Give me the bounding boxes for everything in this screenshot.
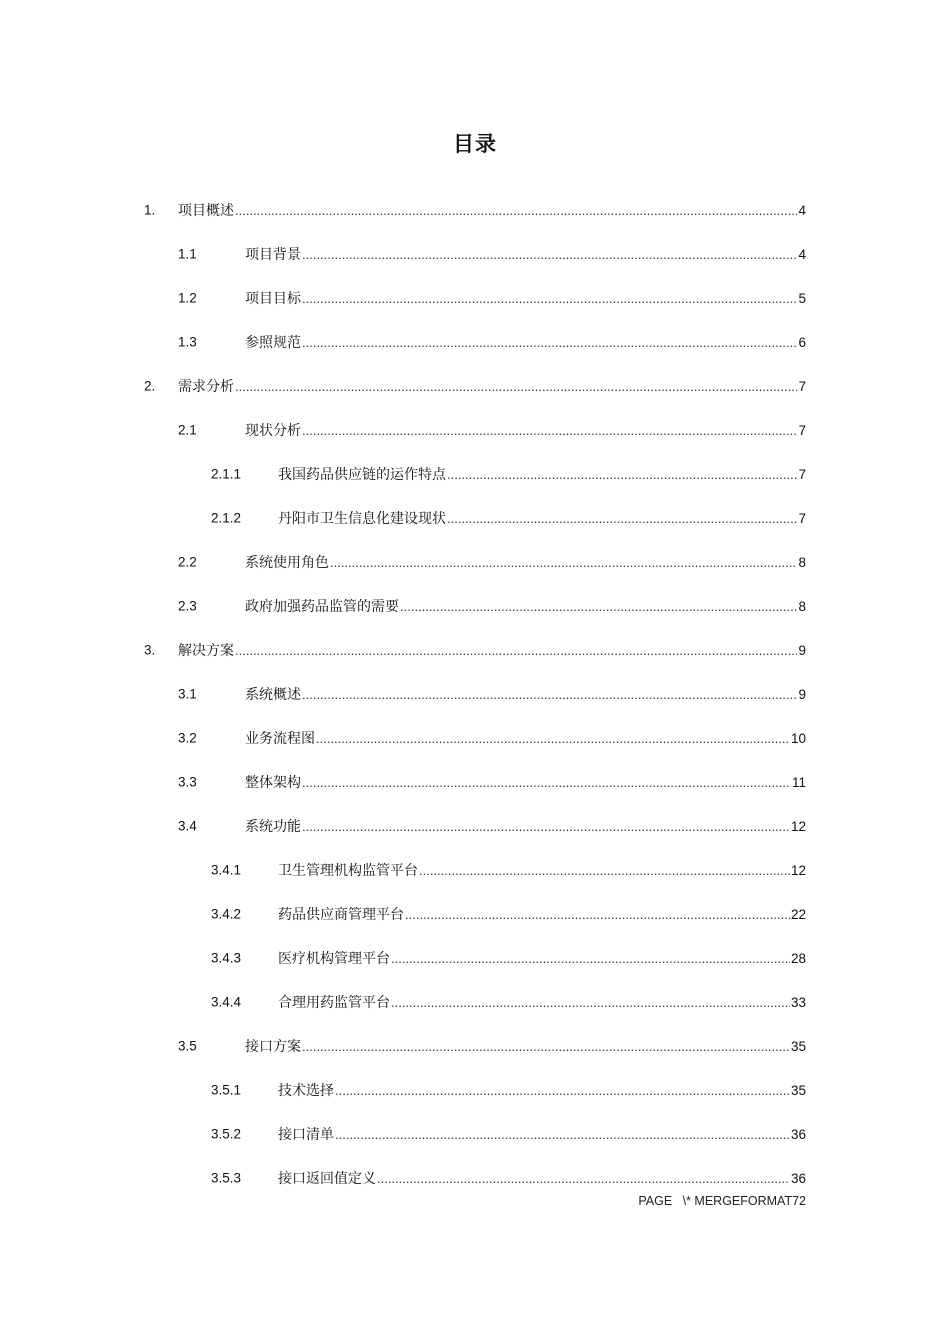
toc-entry[interactable] [0,232,950,276]
toc-entry-number: 3.4.3 [211,950,242,966]
toc-entry-number: 2. [144,378,156,394]
toc-entry-title[interactable]: 合理用药监管平台 [278,995,390,1011]
toc-entry[interactable] [0,892,950,936]
toc-entry-title[interactable]: 业务流程图 [245,731,315,747]
toc-entry-body [245,332,806,352]
toc-entry-number: 1.3 [178,334,197,350]
toc-entry-body [278,1168,806,1188]
toc-entry-number: 3.5.3 [211,1170,242,1186]
toc-entry[interactable] [0,496,950,540]
toc-entry-number: 2.1 [178,422,197,438]
toc-entry-title[interactable]: 系统使用角色 [245,555,329,571]
toc-entry-body [245,288,806,308]
toc-entry-title[interactable]: 系统概述 [245,687,301,703]
toc-entry-number: 3.2 [178,730,197,746]
toc-entry-number: 3.5 [178,1038,197,1054]
toc-entry-body [245,816,806,836]
toc-entry-body [178,200,806,220]
toc-dot-leader [302,335,797,350]
toc-entry-page-number: 8 [798,555,806,570]
toc-dot-leader [419,863,790,878]
toc-entry-title[interactable]: 项目目标 [245,291,301,307]
toc-dot-leader [335,1083,790,1098]
toc-entry-title[interactable]: 丹阳市卫生信息化建设现状 [278,511,446,527]
toc-entry-title[interactable]: 医疗机构管理平台 [278,951,390,967]
toc-dot-leader [302,819,790,834]
toc-entry-number: 3.4.4 [211,994,242,1010]
toc-entry-page-number: 7 [798,467,806,482]
toc-entry[interactable] [0,848,950,892]
toc-entry-body [278,992,806,1012]
toc-entry[interactable] [0,936,950,980]
toc-entry[interactable] [0,980,950,1024]
toc-dot-leader [302,687,797,702]
toc-entry[interactable] [0,276,950,320]
toc-entry[interactable] [0,760,950,804]
toc-entry-body [245,596,806,616]
toc-entry-number: 3.4 [178,818,197,834]
toc-dot-leader [302,291,797,306]
toc-entry-number: 2.1.1 [211,466,242,482]
toc-entry-page-number: 8 [798,599,806,614]
toc-entry-number: 1.2 [178,290,197,306]
toc-entry[interactable] [0,1112,950,1156]
toc-entry-page-number: 4 [798,247,806,262]
toc-entry[interactable] [0,188,950,232]
toc-entry-body [278,904,806,924]
toc-entry-body [278,1080,806,1100]
toc-entry[interactable] [0,584,950,628]
toc-dot-leader [302,1039,790,1054]
toc-entry[interactable] [0,408,950,452]
toc-entry-body [178,640,806,660]
toc-entry-title[interactable]: 卫生管理机构监管平台 [278,863,418,879]
toc-entry[interactable] [0,452,950,496]
toc-entry-body [278,508,806,528]
toc-entry-title[interactable]: 政府加强药品监管的需要 [245,599,399,615]
toc-entry-title[interactable]: 需求分析 [178,379,234,395]
toc-entry-body [278,464,806,484]
toc-entry-page-number: 7 [798,511,806,526]
toc-entry-number: 3. [144,642,156,658]
toc-entry[interactable] [0,628,950,672]
toc-entry-number: 2.2 [178,554,197,570]
toc-entry-title[interactable]: 药品供应商管理平台 [278,907,404,923]
toc-entry[interactable] [0,320,950,364]
toc-entry-page-number: 36 [790,1127,806,1142]
toc-entry-page-number: 7 [798,423,806,438]
toc-entry-title[interactable]: 参照规范 [245,335,301,351]
toc-dot-leader [335,1127,790,1142]
toc-entry-title[interactable]: 现状分析 [245,423,301,439]
toc-entry[interactable] [0,672,950,716]
toc-dot-leader [447,467,797,482]
toc-entry-page-number: 36 [790,1171,806,1186]
toc-entry-body [245,244,806,264]
toc-entry[interactable] [0,716,950,760]
toc-entry-body [278,948,806,968]
toc-entry-title[interactable]: 接口方案 [245,1039,301,1055]
toc-entry-body [245,728,806,748]
toc-entry-page-number: 5 [798,291,806,306]
toc-entry-number: 1.1 [178,246,197,262]
toc-entry-body [245,552,806,572]
toc-list [0,188,950,1200]
toc-dot-leader [235,643,797,658]
toc-entry-page-number: 10 [790,731,806,746]
toc-entry-body [278,860,806,880]
toc-entry-title[interactable]: 项目概述 [178,203,234,219]
toc-dot-leader [302,247,797,262]
toc-entry-page-number: 9 [798,643,806,658]
toc-entry-body [178,376,806,396]
toc-dot-leader [235,379,797,394]
toc-entry-body [245,772,806,792]
toc-dot-leader [330,555,797,570]
toc-entry[interactable] [0,1156,950,1200]
toc-entry-page-number: 4 [798,203,806,218]
toc-entry-page-number: 6 [798,335,806,350]
toc-entry-title[interactable]: 解决方案 [178,643,234,659]
toc-entry-number: 3.4.2 [211,906,242,922]
toc-entry-body [245,684,806,704]
toc-entry-number: 3.1 [178,686,197,702]
toc-entry[interactable] [0,364,950,408]
toc-entry-page-number: 28 [790,951,806,966]
toc-entry-body [278,1124,806,1144]
toc-entry-number: 2.1.2 [211,510,242,526]
toc-dot-leader [447,511,797,526]
toc-entry-number: 3.3 [178,774,197,790]
toc-entry-number: 3.5.2 [211,1126,242,1142]
toc-entry-title[interactable]: 系统功能 [245,819,301,835]
toc-entry-page-number: 7 [798,379,806,394]
toc-entry-title[interactable]: 整体架构 [245,775,301,791]
toc-entry-page-number: 12 [790,819,806,834]
toc-entry-title[interactable]: 技术选择 [278,1083,334,1099]
toc-dot-leader [391,995,790,1010]
toc-entry-number: 3.4.1 [211,862,242,878]
toc-dot-leader [316,731,790,746]
toc-entry-number: 1. [144,202,156,218]
toc-title: 目录 [453,132,497,156]
toc-dot-leader [302,423,797,438]
toc-entry-page-number: 11 [791,775,806,790]
toc-entry[interactable] [0,804,950,848]
toc-entry-body [245,420,806,440]
toc-entry-page-number: 9 [798,687,806,702]
toc-dot-leader [405,907,790,922]
toc-entry-page-number: 22 [790,907,806,922]
toc-dot-leader [391,951,790,966]
toc-dot-leader [377,1171,790,1186]
toc-entry[interactable] [0,1068,950,1112]
toc-dot-leader [235,203,797,218]
toc-entry-title[interactable]: 我国药品供应链的运作特点 [278,467,446,483]
toc-entry[interactable] [0,540,950,584]
toc-entry-page-number: 35 [790,1039,806,1054]
toc-entry-number: 3.5.1 [211,1082,242,1098]
toc-entry-title[interactable]: 项目背景 [245,247,301,263]
toc-entry-page-number: 33 [790,995,806,1010]
toc-entry-title[interactable]: 接口清单 [278,1127,334,1143]
toc-entry-number: 2.3 [178,598,197,614]
page-footer: PAGE \* MERGEFORMAT72 [638,1194,806,1208]
toc-dot-leader [302,775,791,790]
toc-dot-leader [400,599,797,614]
toc-entry-title[interactable]: 接口返回值定义 [278,1171,376,1187]
toc-entry-page-number: 12 [790,863,806,878]
toc-entry-page-number: 35 [790,1083,806,1098]
toc-entry-body [245,1036,806,1056]
toc-entry[interactable] [0,1024,950,1068]
